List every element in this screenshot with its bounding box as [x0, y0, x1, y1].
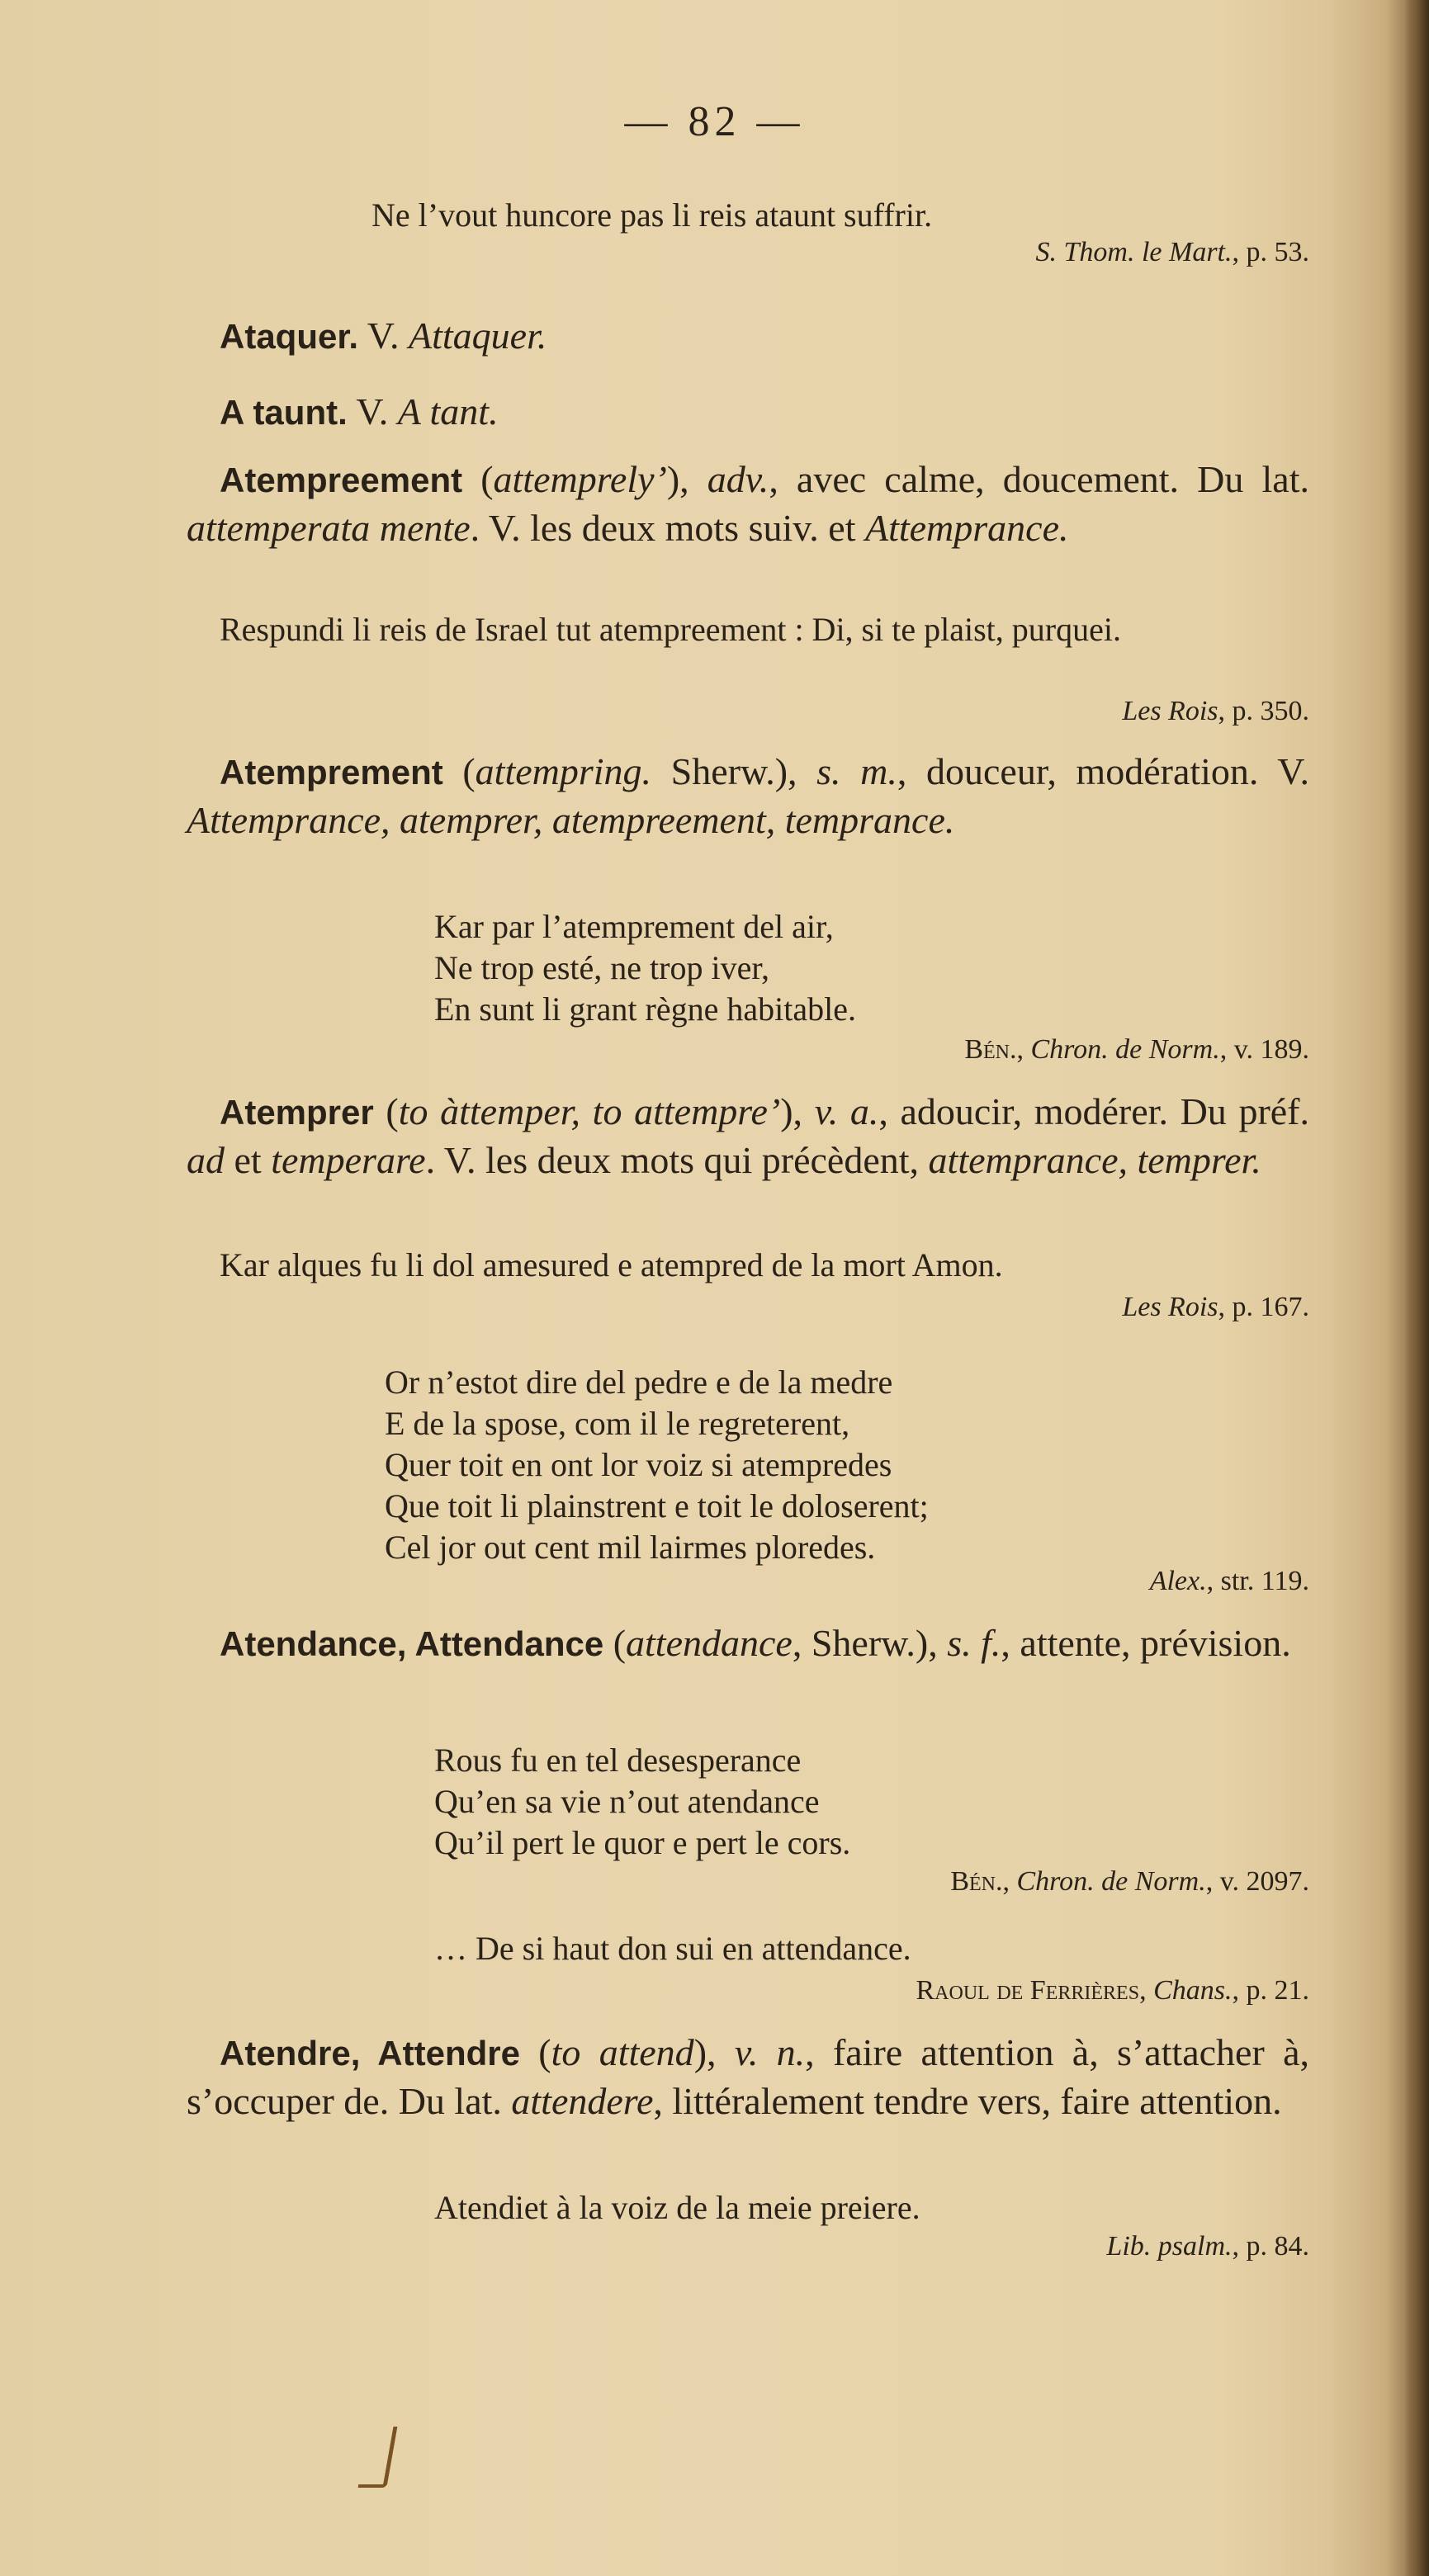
- citation-work: Lib. psalm.: [1106, 2231, 1233, 2262]
- quote-atendiet: Atendiet à la voiz de la meie preiere.: [434, 2189, 920, 2226]
- citation-location: , v. 189.: [1219, 1034, 1309, 1065]
- entry-text: (: [442, 750, 476, 792]
- cross-reference: Attaquer.: [409, 314, 547, 357]
- verse-line: Que toit li plainstrent e toit le doloserent;: [385, 1487, 929, 1524]
- cross-reference: A tant.: [397, 390, 499, 432]
- citation-location: , v. 2097.: [1205, 1866, 1309, 1897]
- citation-location: , p. 21.: [1232, 1975, 1309, 2006]
- citation-author: Raoul de Ferrières,: [916, 1975, 1147, 2006]
- page-edge-shadow: [1404, 0, 1429, 2576]
- english-equivalent: to àttemper, to attempre’: [398, 1090, 781, 1132]
- entry-text: ),: [780, 1090, 815, 1132]
- headword: Atempreement: [220, 461, 463, 499]
- part-of-speech: s. m.: [816, 750, 897, 792]
- english-equivalent: attendance: [626, 1622, 793, 1664]
- entry-text: (: [603, 1622, 627, 1664]
- citation-work: Chron. de Norm.: [1016, 1866, 1206, 1897]
- english-equivalent: attemprely’: [493, 458, 667, 500]
- citation-author: Bén.: [950, 1866, 1003, 1897]
- citation-work: Chans.: [1153, 1975, 1233, 2006]
- verse-line: Ne trop esté, ne trop iver,: [434, 949, 770, 986]
- entry-text: , faire attention à, s’attacher à, s’occuper de. Du lat.: [187, 2031, 1309, 2122]
- citation-location: , p. 350.: [1218, 696, 1309, 726]
- cross-references: Attemprance, atemprer, atempreement, temprance.: [187, 799, 955, 841]
- quote-de-si-haut: … De si haut don sui en attendance.: [434, 1930, 911, 1967]
- latin-etymon: attemperata mente: [187, 507, 471, 549]
- headword: Ataquer.: [220, 317, 359, 356]
- latin-etymon: temperare: [271, 1139, 426, 1181]
- quote-or-nestot: [385, 1362, 1293, 1568]
- citation: [187, 1973, 1309, 2009]
- citation-work: Alex.: [1149, 1566, 1207, 1596]
- citation: [187, 234, 1309, 271]
- entry-text: , attente, prévision.: [1001, 1622, 1291, 1664]
- part-of-speech: s. f.: [947, 1622, 1001, 1664]
- citation-location: , str. 119.: [1206, 1566, 1309, 1596]
- entry-text: V.: [347, 390, 398, 432]
- citation: [187, 2229, 1309, 2265]
- prefix: ad: [187, 1139, 225, 1181]
- entry-atendre: [187, 2029, 1309, 2125]
- entry-text: , douceur, modération. V.: [897, 750, 1309, 792]
- entry-atemprer: [187, 1088, 1309, 1184]
- entry-text: (: [519, 2031, 551, 2073]
- verse-line: Qu’en sa vie n’out atendance: [434, 1783, 820, 1820]
- entry-text: , Sherw.),: [792, 1622, 948, 1664]
- entry-atempreement: [187, 456, 1309, 552]
- english-equivalent: attempring.: [475, 750, 652, 792]
- citation-location: , p. 84.: [1232, 2231, 1309, 2262]
- headword: Atendre, Attendre: [220, 2034, 520, 2073]
- part-of-speech: v. a.: [814, 1090, 879, 1132]
- entry-text: Sherw.),: [651, 750, 817, 792]
- citation-author: Bén.: [964, 1034, 1017, 1065]
- entry-text: . V. les deux mots qui précèdent,: [425, 1139, 929, 1181]
- entry-text: , avec calme, doucement. Du lat.: [769, 458, 1309, 500]
- entry-text: ),: [693, 2031, 735, 2073]
- verse-line: Rous fu en tel desesperance: [434, 1742, 802, 1779]
- quote-opening: [371, 195, 1280, 236]
- verse-line: E de la spose, com il le regreterent,: [385, 1405, 850, 1442]
- citation: Bén., Chron. de Norm., v. 2097.: [950, 1866, 1309, 1897]
- entry-text: ),: [666, 458, 707, 500]
- entry-text: (: [462, 458, 494, 500]
- quote-line: Ne l’vout huncore pas li reis ataunt suffrir.: [371, 196, 933, 234]
- headword: Atendance, Attendance: [220, 1624, 604, 1663]
- citation-location: , p. 167.: [1218, 1292, 1309, 1322]
- headword: A taunt.: [220, 393, 348, 432]
- citation-work: Les Rois: [1122, 696, 1218, 726]
- entry-text: , adoucir, modérer. Du préf.: [878, 1090, 1309, 1132]
- citation: [187, 1289, 1309, 1326]
- quote-kar-par: [434, 906, 1260, 1030]
- english-equivalent: to attend: [551, 2031, 694, 2073]
- page-number: — 82 —: [624, 98, 805, 145]
- verse-line: Or n’estot dire del pedre e de la medre: [385, 1364, 893, 1401]
- verse-line: Qu’il pert le quor e pert le cors.: [434, 1824, 851, 1861]
- citation-work: Les Rois: [1122, 1292, 1218, 1322]
- quote-respundi: Respundi li reis de Israel tut atempreement : Di, si te plaist, purquei.: [220, 611, 1121, 648]
- entry-text: V.: [358, 314, 409, 357]
- citation: [187, 693, 1309, 730]
- entry-text: , littéralement tendre vers, faire attention.: [653, 2080, 1282, 2122]
- entry-atendance: [187, 1619, 1309, 1668]
- citation-work: Chron. de Norm.: [1030, 1034, 1220, 1065]
- verse-line: Quer toit en ont lor voiz si atempredes: [385, 1446, 892, 1483]
- citation-work: S. Thom. le Mart.: [1035, 237, 1233, 267]
- quote-kar-alques: Kar alques fu li dol amesured e atempred de la mort Amon.: [220, 1246, 1003, 1283]
- part-of-speech: v. n.: [734, 2031, 806, 2073]
- latin-etymon: attendere: [511, 2080, 654, 2122]
- entry-atemprement: [187, 748, 1309, 844]
- headword: Atemprement: [220, 753, 443, 792]
- quote-rous-fu: [434, 1740, 1260, 1864]
- entry-text: . V. les deux mots suiv. et: [470, 507, 865, 549]
- citation: Bén., Chron. de Norm., v. 189.: [964, 1034, 1309, 1065]
- verse-line: En sunt li grant règne habitable.: [434, 990, 856, 1028]
- verse-line: Cel jor out cent mil lairmes ploredes.: [385, 1529, 876, 1566]
- cross-reference: Attemprance.: [864, 507, 1069, 549]
- verse-line: Kar par l’atemprement del air,: [434, 908, 834, 945]
- citation: [187, 1563, 1309, 1600]
- citation-location: , p. 53.: [1232, 237, 1309, 267]
- part-of-speech: adv.: [707, 458, 769, 500]
- entry-a-taunt: [187, 388, 1309, 437]
- entry-text: et: [225, 1139, 272, 1181]
- headword: Atemprer: [220, 1093, 374, 1132]
- entry-text: (: [373, 1090, 399, 1132]
- entry-ataquer: [187, 312, 1309, 361]
- ink-mark: [357, 2427, 397, 2488]
- cross-references: attemprance, temprer.: [928, 1139, 1261, 1181]
